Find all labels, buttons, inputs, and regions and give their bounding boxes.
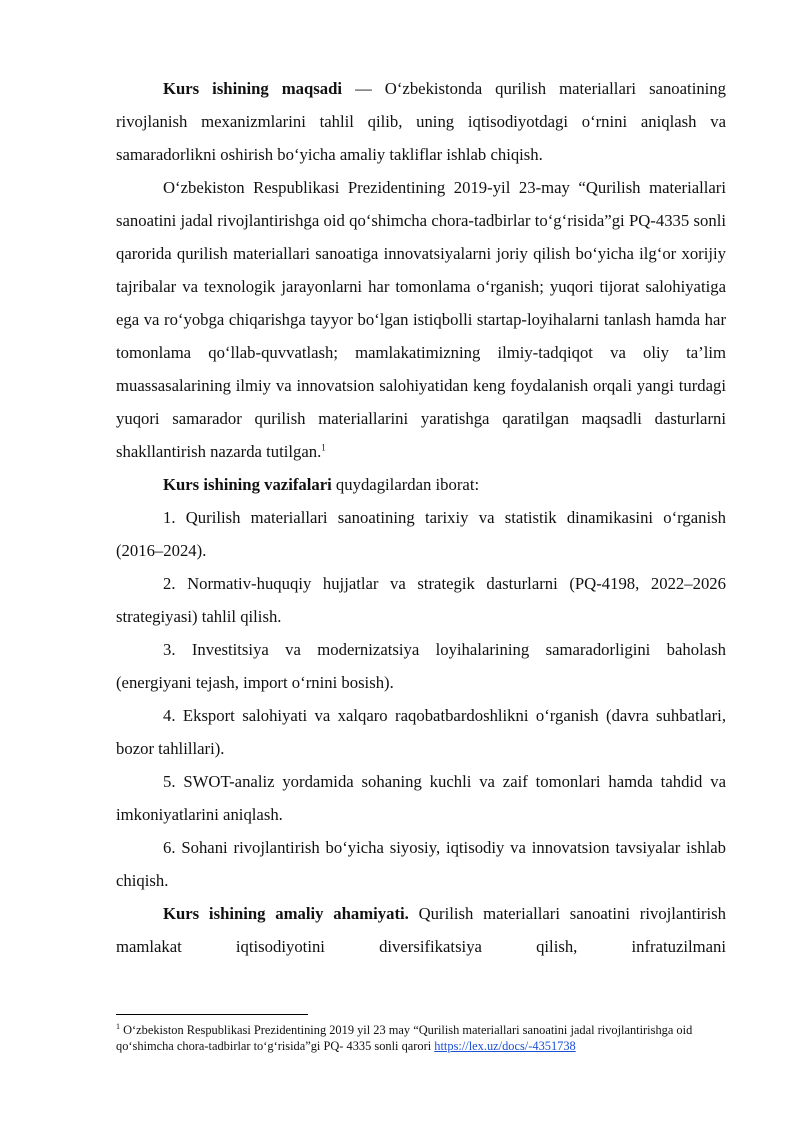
document-body (116, 72, 726, 963)
task-item: 1. Qurilish materiallari sanoatining tarixiy va statistik dinamikasini o‘rganish (2016–2024). (116, 508, 726, 560)
task-item: 2. Normativ-huquqiy hujjatlar va strategik dasturlarni (PQ-4198, 2022–2026 strategiyasi) tahlil qilish. (116, 574, 726, 626)
footnote-link[interactable]: https://lex.uz/docs/-4351738 (434, 1039, 576, 1053)
footnote (116, 1022, 726, 1054)
tasks-intro-text: quydagilardan iborat: (331, 475, 480, 494)
task-item: 5. SWOT-analiz yordamida sohaning kuchli va zaif tomonlari hamda tahdid va imkoniyatlarini aniqlash. (116, 772, 726, 824)
task-item: 3. Investitsiya va modernizatsiya loyihalarining samaradorligini baholash (energiyani tejash, import o‘rnini bosish). (116, 640, 726, 692)
footnote-mark: 1 (116, 1021, 120, 1031)
goal-text: — O‘zbekistonda qurilish materiallari sanoatining rivojlanish mexanizmlarini tahlil qilib, uning iqtisodiyotdagi o‘rnini aniqlash va samaradorlikni oshirish bo‘yicha amaliy takliflar ishlab chiqish. (116, 79, 726, 164)
footnote-text: O‘zbekiston Respublikasi Prezidentining 2019 yil 23 may “Qurilish materiallari sanoatini jadal rivojlantirishga oid qo‘shimcha chora-tadbirlar to‘g‘risida”gi PQ- 4335 sonli qarori (116, 1023, 693, 1053)
tasks-heading: Kurs ishining vazifalari (163, 475, 332, 494)
paragraph-significance (116, 897, 726, 963)
decree-text: O‘zbekiston Respublikasi Prezidentining 2019-yil 23-may “Qurilish materiallari sanoatini jadal rivojlantirishga oid qo‘shimcha chora-tadbirlar to‘g‘risida”gi PQ-4335 sonli qarorida qurilish materiallari sanoatiga innovatsiyalarni joriy qilish bo‘yicha ilg‘or xorijiy tajribalar va texnologik jarayonlarni har tomonlama o‘rganish; yuqori tijorat salohiyatiga ega va ro‘yobga chiqarishga tayyor bo‘lgan istiqbolli startap-loyihalarni tanlash hamda har tomonlama qo‘llab-quvvatlash; mamlakatimizning ilmiy-tadqiqot va oliy ta’lim muassasalarining ilmiy va innovatsion salohiyatidan keng foydalanish orqali yangi turdagi yuqori samarador qurilish materiallarini yaratishga qaratilgan maqsadli dasturlarni shakllantirish nazarda tutilgan. (116, 178, 726, 461)
paragraph-goal (116, 72, 726, 171)
significance-heading: Kurs ishining amaliy ahamiyati. (163, 904, 409, 923)
task-item: 6. Sohani rivojlantirish bo‘yicha siyosiy, iqtisodiy va innovatsion tavsiyalar ishlab chiqish. (116, 838, 726, 890)
goal-heading: Kurs ishining maqsadi (163, 79, 343, 98)
task-item: 4. Eksport salohiyati va xalqaro raqobatbardoshlikni o‘rganish (davra suhbatlari, bozor tahlillari). (116, 706, 726, 758)
significance-text: Qurilish materiallari sanoatini rivojlantirish mamlakat iqtisodiyotini diversifikatsiya qilish, infratuzilmani (116, 904, 726, 956)
paragraph-tasks-intro (116, 468, 726, 501)
paragraph-decree (116, 171, 726, 468)
footnote-reference[interactable]: 1 (321, 442, 326, 453)
footnote-separator (116, 1014, 308, 1015)
